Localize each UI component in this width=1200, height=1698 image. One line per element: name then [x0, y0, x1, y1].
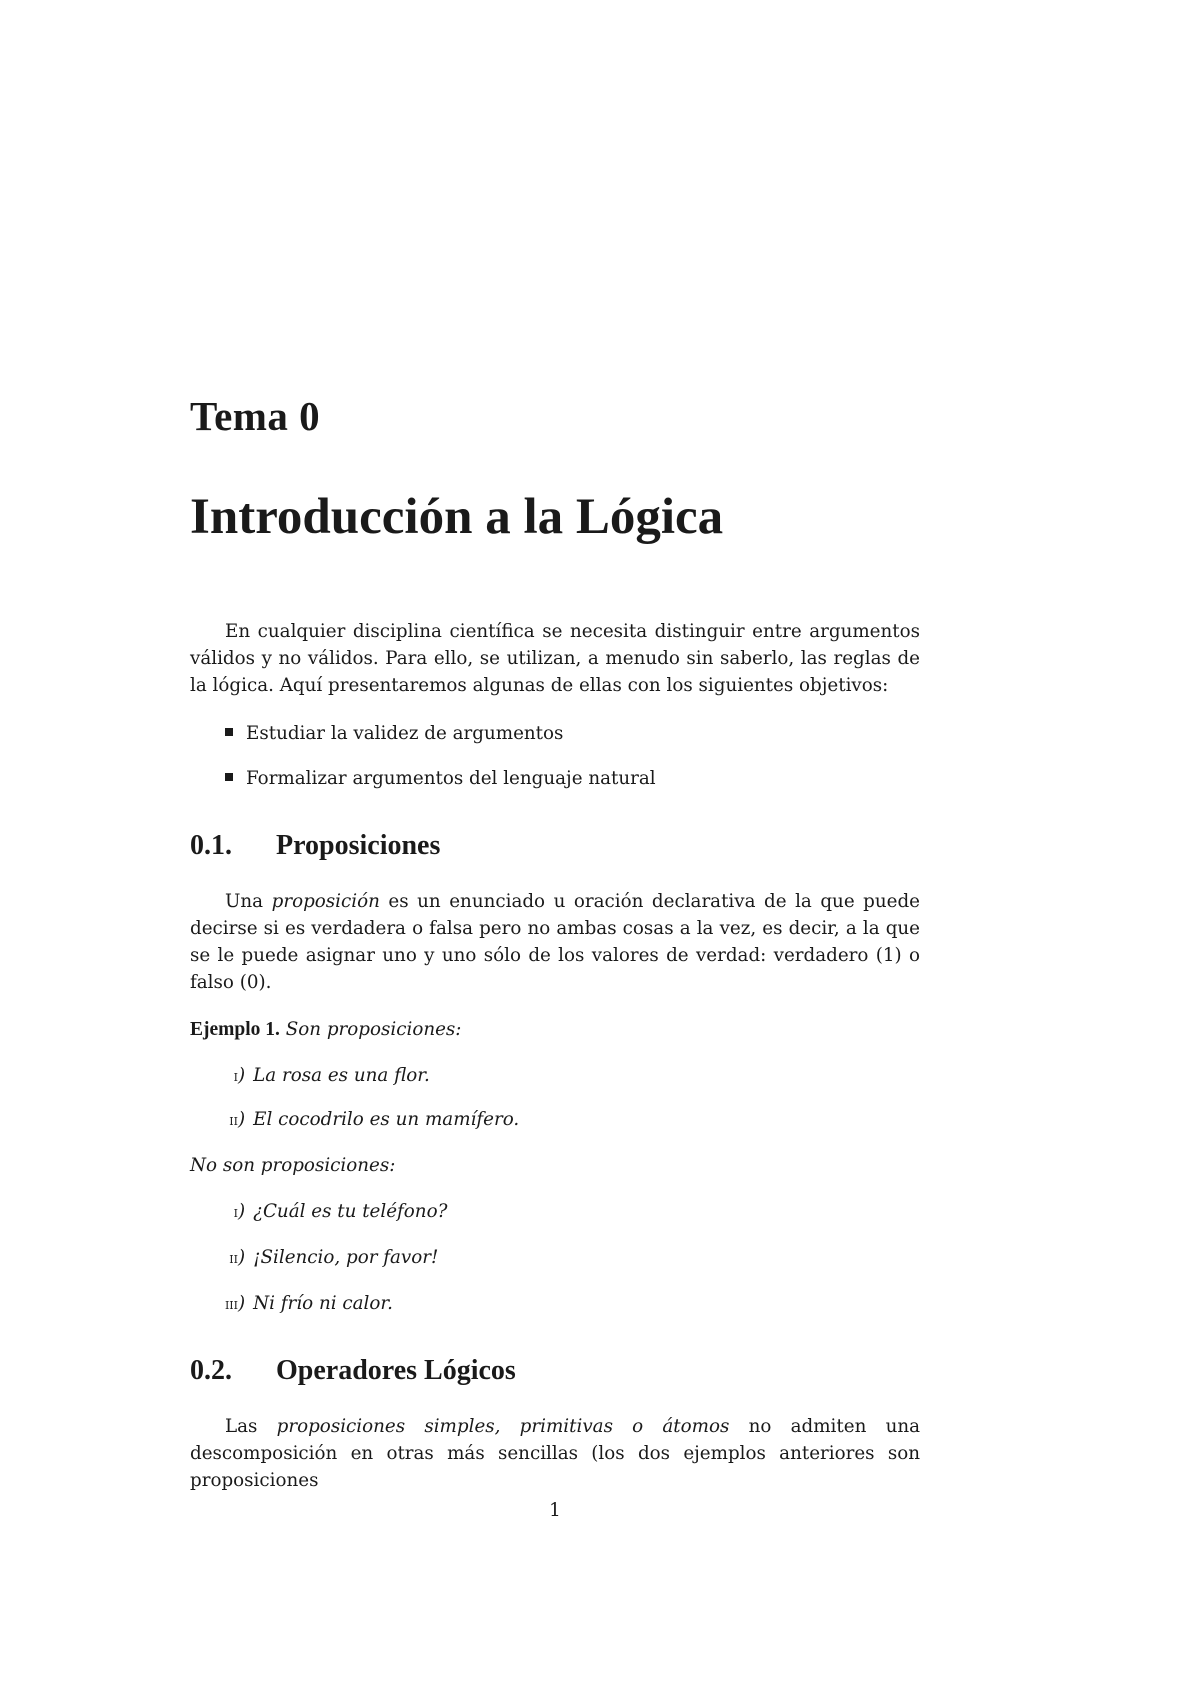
list-item [190, 1290, 920, 1318]
objective-item [225, 765, 656, 792]
enum-paren: ) [238, 1201, 246, 1222]
enum-marker: i [233, 1203, 238, 1221]
enum-paren: ) [238, 1247, 246, 1268]
enum-marker: iii [224, 1295, 238, 1313]
enum-paren: ) [238, 1293, 246, 1314]
intro-paragraph: En cualquier disciplina científica se necesita distinguir entre argumentos válidos y no válidos. Para ello, se utilizan, a menudo sin saberlo, las reglas de la lógica. Aquí presentaremos algunas de ellas con los siguientes objetivos: [190, 621, 920, 696]
example-heading [190, 1016, 461, 1043]
enum-text: ¡Silencio, por favor! [253, 1247, 439, 1268]
section-number: 0.2. [190, 1355, 232, 1386]
enum-text: ¿Cuál es tu teléfono? [253, 1201, 448, 1222]
list-item [190, 1244, 920, 1272]
section1-paragraph-block [190, 888, 920, 996]
objective-text: Estudiar la validez de argumentos [246, 723, 564, 744]
not-propositions-label: No son proposiciones: [190, 1155, 396, 1176]
section-heading-proposiciones [190, 830, 440, 862]
document-page [190, 0, 920, 1698]
section-title: Proposiciones [276, 830, 441, 861]
section2-paragraph [190, 1413, 920, 1494]
example-label: Ejemplo 1. [190, 1019, 280, 1040]
section1-paragraph [190, 888, 920, 996]
enum-text: El cocodrilo es un mamífero. [253, 1109, 520, 1130]
square-bullet-icon [225, 728, 233, 736]
list-item [190, 1198, 920, 1226]
section-title: Operadores Lógicos [276, 1355, 516, 1386]
enum-paren: ) [238, 1065, 246, 1086]
objective-text: Formalizar argumentos del lenguaje natural [246, 768, 656, 789]
section2-paragraph-block [190, 1413, 920, 1494]
enum-paren: ) [238, 1109, 246, 1130]
page-number: 1 [549, 1500, 561, 1521]
paragraph-text: Una [225, 891, 272, 912]
section-number: 0.1. [190, 830, 232, 861]
paragraph-text: es un enunciado u oración declarativa de la que puede decirse si es verdadera o falsa pero no ambas cosas a la vez, es decir, a la que se le puede asignar uno y uno sólo de los valores de verdad: verdadero (1) o falso (0). [190, 891, 920, 993]
enum-text: La rosa es una flor. [253, 1065, 430, 1086]
square-bullet-icon [225, 773, 233, 781]
list-item [190, 1062, 920, 1090]
enum-marker: ii [229, 1249, 238, 1267]
defined-term: proposición [271, 891, 380, 912]
defined-term: proposiciones simples, primitivas o átomos [276, 1416, 730, 1437]
chapter-label: Tema 0 [190, 393, 321, 439]
list-item [190, 1106, 920, 1134]
enum-text: Ni frío ni calor. [253, 1293, 393, 1314]
enum-marker: i [233, 1067, 238, 1085]
intro-block [190, 618, 920, 699]
chapter-title: Introducción a la Lógica [190, 489, 724, 545]
objective-item [225, 720, 563, 747]
paragraph-text: Las [225, 1416, 277, 1437]
enum-marker: ii [229, 1111, 238, 1129]
example-intro: Son proposiciones: [285, 1019, 462, 1040]
section-heading-operadores [190, 1355, 516, 1387]
paragraph-text: no admiten una descomposición en otras más sencillas (los dos ejemplos anteriores son proposiciones [190, 1416, 921, 1491]
